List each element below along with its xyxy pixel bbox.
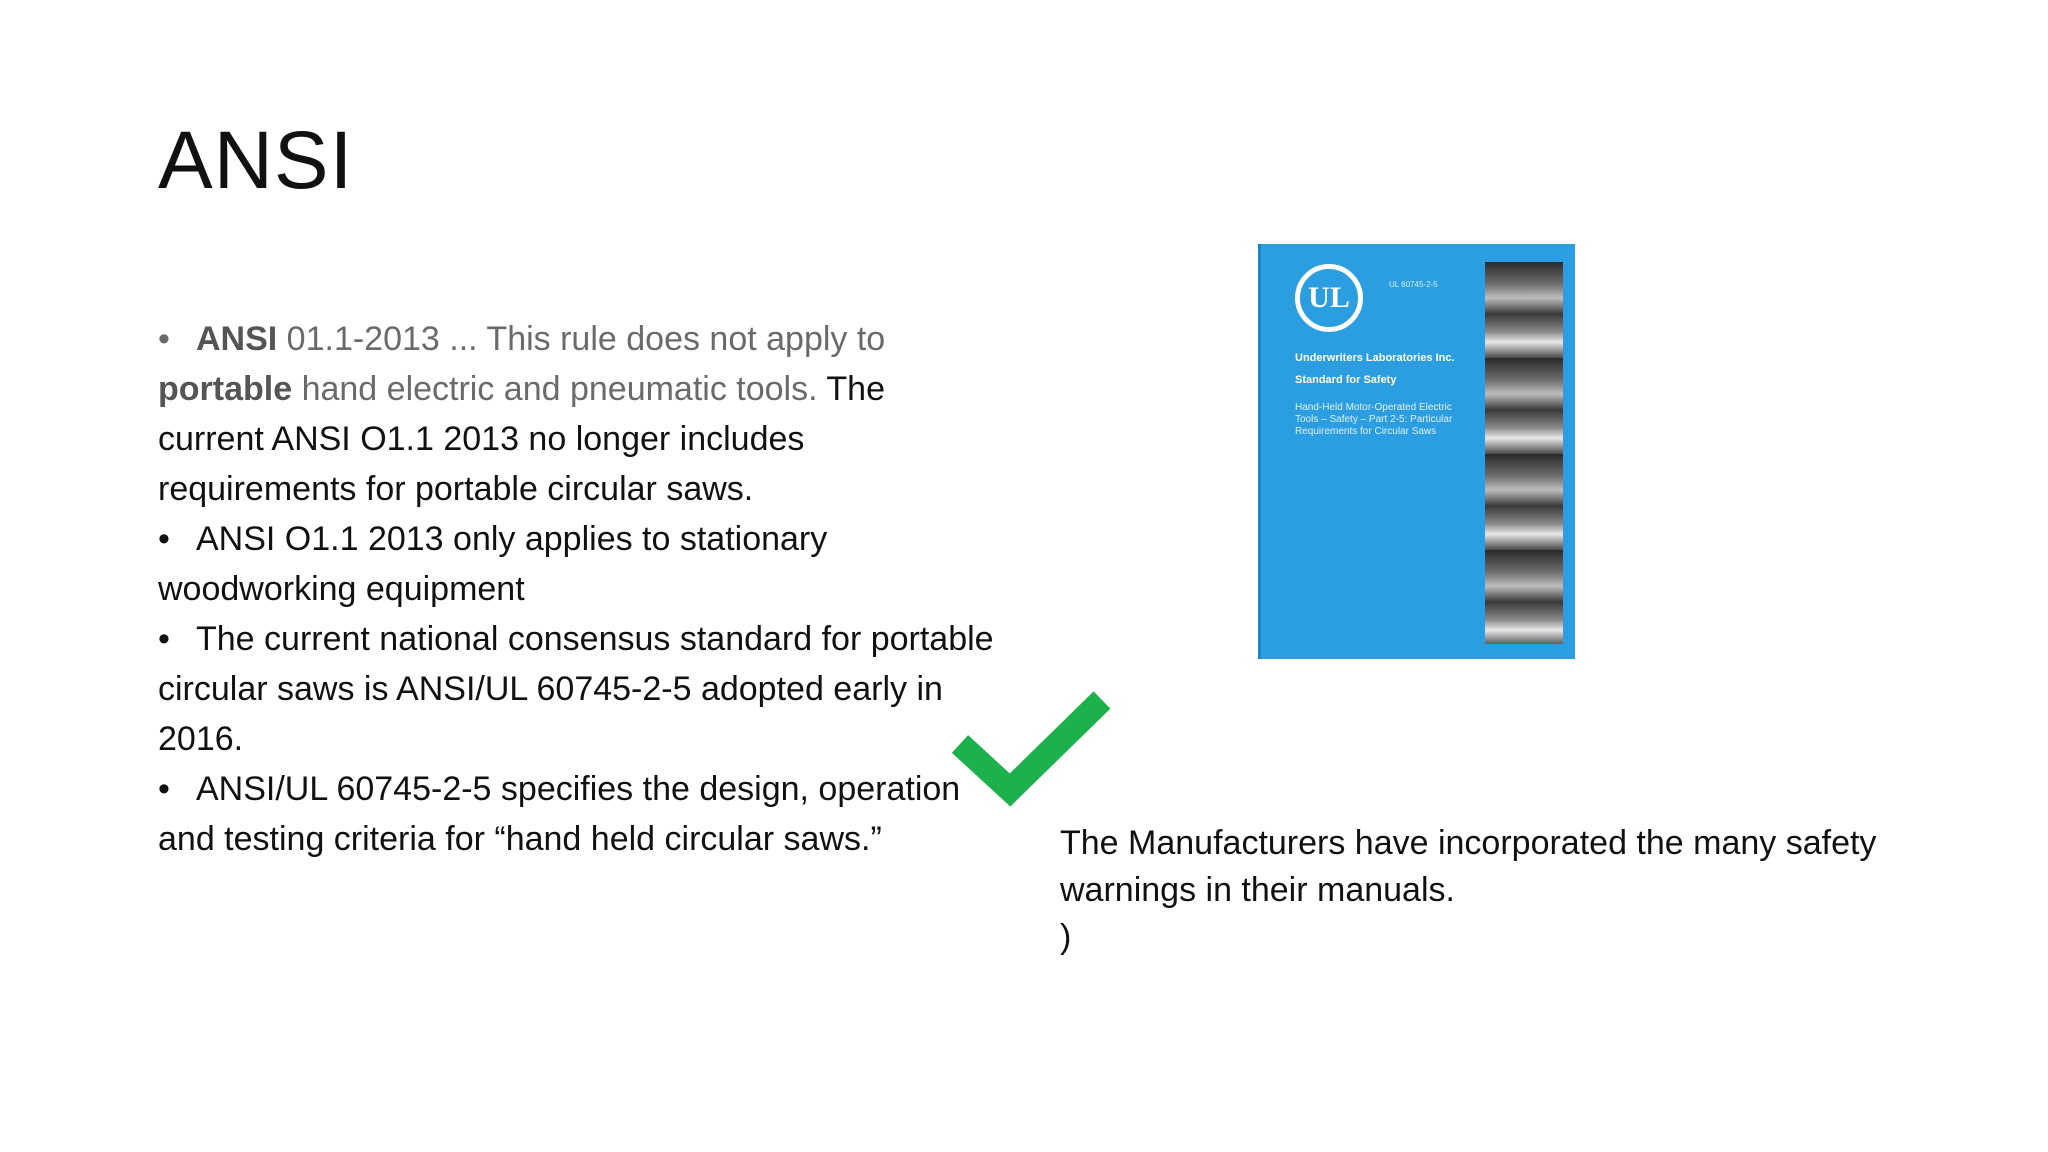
note-paren: ) (1060, 918, 1072, 956)
bullet-text: ANSI O1.1 2013 only applies to stationary woodworking equipment (158, 520, 828, 608)
bullet-item-2 (158, 514, 998, 614)
cover-standard-code: UL 60745-2-5 (1389, 280, 1438, 289)
checkmark-icon (952, 690, 1112, 810)
bullet-item-4 (158, 764, 998, 864)
bullet-marker: • (158, 770, 170, 808)
bullet-text: ANSI/UL 60745-2-5 specifies the design, operation and testing criteria for “hand held circular saws.” (158, 770, 961, 858)
bullet-text: 01.1-2013 ... This rule does not apply to (277, 320, 886, 358)
ul-logo: UL (1295, 264, 1363, 332)
cover-description: Hand-Held Motor-Operated Electric Tools – Safety – Part 2-5: Particular Requirements for Circular Saws (1295, 402, 1453, 437)
note-text: The Manufacturers have incorporated the many safety warnings in their manuals. (1060, 824, 1877, 909)
bullet-marker: • (158, 320, 170, 358)
bold-text-ansi: ANSI (196, 320, 278, 358)
bold-text-portable: portable (158, 370, 293, 408)
bullet-text: The current national consensus standard for portable circular saws is ANSI/UL 60745-2-5 adopted early in 2016. (158, 620, 994, 758)
bullet-marker: • (158, 620, 170, 658)
manufacturer-note (1060, 820, 1960, 961)
cover-photo-strip (1485, 262, 1563, 644)
bullet-text: The current ANSI O1.1 2013 no longer includes requirements for portable circular saws. (158, 370, 885, 508)
bullet-list (158, 314, 998, 864)
cover-org-line: Standard for Safety (1295, 374, 1397, 386)
bullet-marker: • (158, 520, 170, 558)
bullet-item-1 (158, 314, 998, 514)
slide-title: ANSI (158, 115, 354, 206)
ul-standard-cover-image (1258, 244, 1575, 659)
cover-organization (1295, 347, 1455, 391)
bullet-item-3 (158, 614, 998, 764)
cover-org-line: Underwriters Laboratories Inc. (1295, 352, 1455, 364)
bullet-text: hand electric and pneumatic tools. (292, 370, 818, 408)
